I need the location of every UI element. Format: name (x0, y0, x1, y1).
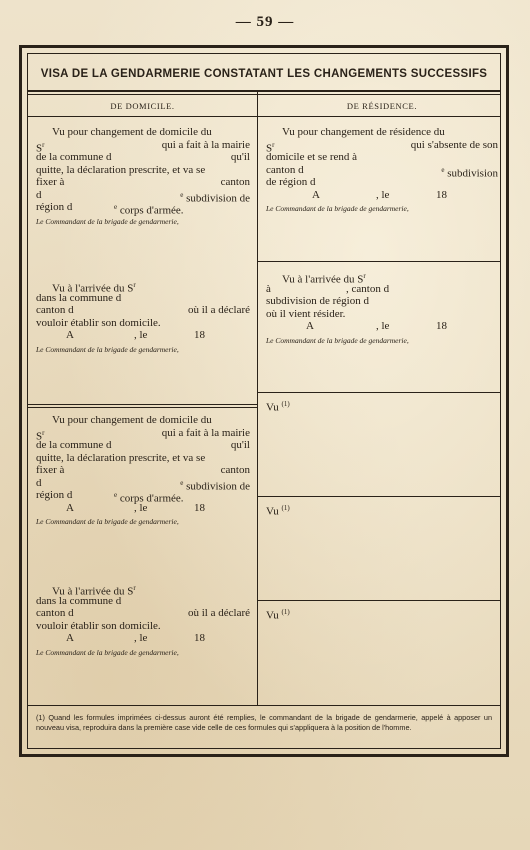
text-line: qui a fait à la mairie (161, 138, 250, 151)
text-line: vouloir établir son domicile. (36, 619, 161, 632)
text-line: dans la commune d (36, 594, 122, 607)
text-line: , canton d (346, 282, 390, 295)
section-divider (258, 261, 500, 262)
text-line: Vu pour changement de domicile du (52, 414, 212, 426)
signature-line: Le Commandant de la brigade de gendarmerie, (36, 647, 179, 657)
text-line: de la commune d (36, 439, 112, 451)
residence-arrival-block (266, 270, 498, 347)
text-line: A (66, 632, 74, 644)
text-line: Vu à l'arrivée du S (52, 282, 134, 295)
text-line: où il a déclaré (188, 304, 250, 316)
text-line: subdivision (447, 167, 498, 180)
text-line: de la commune d (36, 151, 112, 163)
superscript: e (180, 190, 184, 199)
domicile-arrival-block-1 (36, 279, 250, 356)
signature-line: Le Commandant de la brigade de gendarmerie, (36, 344, 179, 354)
visa-label: Vu (266, 505, 279, 518)
domicile-arrival-block-2 (36, 582, 250, 659)
column-header-rule-left (28, 116, 257, 117)
superscript: r (42, 140, 45, 149)
text-line: 18 (194, 329, 205, 341)
text-line: qu'il (230, 439, 250, 451)
form-title: VISA DE LA GENDARMERIE CONSTATANT LES CHANGEMENTS SUCCESSIFS (40, 68, 488, 80)
text-line: corps d'armée. (119, 492, 184, 505)
text-line: quitte, la déclaration prescrite, et va se (36, 163, 206, 176)
column-header-rule-right (258, 116, 500, 117)
signature-line: Le Commandant de la brigade de gendarmerie, (266, 335, 409, 345)
visa-label: Vu (266, 401, 279, 414)
text-line: subdivision de région d (266, 295, 369, 307)
text-line: de région d (266, 176, 316, 188)
text-line: fixer à (36, 176, 65, 188)
signature-line: Le Commandant de la brigade de gendarmerie, (266, 204, 409, 213)
text-line: qui s'absente de son (410, 138, 498, 151)
page-number: — 59 — (235, 14, 295, 30)
text-line: dans la commune d (36, 291, 122, 304)
signature-line: Le Commandant de la brigade de gendarmerie, (36, 517, 179, 526)
text-line: 18 (436, 320, 447, 332)
footnote-ref: (1) (281, 504, 290, 512)
text-line: subdivision de (186, 192, 250, 205)
superscript: e (114, 203, 118, 211)
visa-slot-2 (266, 504, 290, 518)
footnote-ref: (1) (281, 400, 290, 408)
text-line: , le (134, 329, 148, 341)
inner-frame (27, 53, 501, 749)
text-line: 18 (436, 188, 447, 201)
column-header-domicile: DE DOMICILE. (110, 101, 175, 111)
text-line: domicile et se rend à (266, 151, 358, 163)
text-line: où il a déclaré (188, 607, 250, 619)
outer-frame (19, 45, 509, 757)
text-line: d (36, 188, 42, 201)
text-line: 18 (194, 501, 205, 514)
superscript: r (363, 272, 366, 280)
text-line: fixer à (36, 464, 65, 476)
section-divider (258, 392, 500, 393)
text-line: corps d'armée. (119, 204, 184, 217)
footnote-ref: (1) (281, 608, 290, 616)
superscript: r (272, 140, 275, 149)
text-line: Vu à l'arrivée du S (282, 273, 364, 286)
text-line: Vu pour changement de domicile du (52, 126, 212, 138)
text-line: A (66, 501, 74, 514)
superscript: r (133, 281, 136, 289)
text-line: Vu à l'arrivée du S (52, 585, 134, 598)
visa-slot-3 (266, 608, 290, 622)
footnote: (1) Quand les formules imprimées ci-dessus auront été remplies, le commandant de la brigade de gendarmerie, appelé à apposer un nouveau visa, reproduira dans la première case vide celle de ces formules qui s'appliquera à la position de l'homme. (36, 713, 492, 732)
visa-slot-1 (266, 400, 290, 414)
section-divider (28, 407, 257, 408)
title-rule-thin (28, 94, 500, 95)
text-line: canton d (36, 607, 74, 619)
visa-label: Vu (266, 609, 279, 622)
text-line: S (36, 430, 43, 443)
text-line: région d (36, 489, 73, 501)
text-line: canton d (36, 304, 74, 316)
text-line: où il vient résider. (266, 307, 346, 320)
column-divider (257, 90, 258, 705)
residence-change-block (266, 126, 498, 216)
text-line: A (306, 320, 314, 332)
superscript: e (441, 165, 445, 174)
text-line: qui a fait à la mairie (161, 426, 250, 439)
text-line: 18 (194, 632, 205, 644)
text-line: , le (134, 501, 148, 514)
text-line: à (266, 282, 271, 295)
superscript: e (114, 491, 118, 499)
text-line: canton d (266, 163, 304, 176)
superscript: r (42, 428, 45, 437)
text-line: quitte, la déclaration prescrite, et va se (36, 451, 206, 464)
text-line: S (266, 142, 273, 155)
text-line: d (36, 476, 42, 489)
section-divider (28, 404, 257, 405)
section-divider (258, 600, 500, 601)
text-line: A (66, 329, 74, 341)
text-line: région d (36, 201, 73, 213)
text-line: vouloir établir son domicile. (36, 316, 161, 329)
text-line: A (312, 188, 320, 201)
title-rule (28, 90, 500, 92)
text-line: subdivision de (186, 480, 250, 493)
signature-line: Le Commandant de la brigade de gendarmerie, (36, 216, 179, 226)
column-header-residence: DE RÉSIDENCE. (346, 101, 418, 111)
text-line: qu'il (230, 151, 250, 163)
superscript: e (180, 478, 184, 487)
text-line: , le (376, 320, 390, 332)
text-line: canton (220, 464, 250, 476)
domicile-change-block-2 (36, 414, 250, 529)
text-line: S (36, 142, 43, 155)
text-line: Vu pour changement de résidence du (282, 126, 445, 138)
superscript: r (133, 584, 136, 592)
domicile-change-block-1 (36, 126, 250, 228)
section-divider (258, 496, 500, 497)
text-line: , le (134, 632, 148, 644)
text-line: , le (376, 188, 390, 201)
footnote-rule (28, 705, 500, 706)
text-line: canton (220, 176, 250, 188)
